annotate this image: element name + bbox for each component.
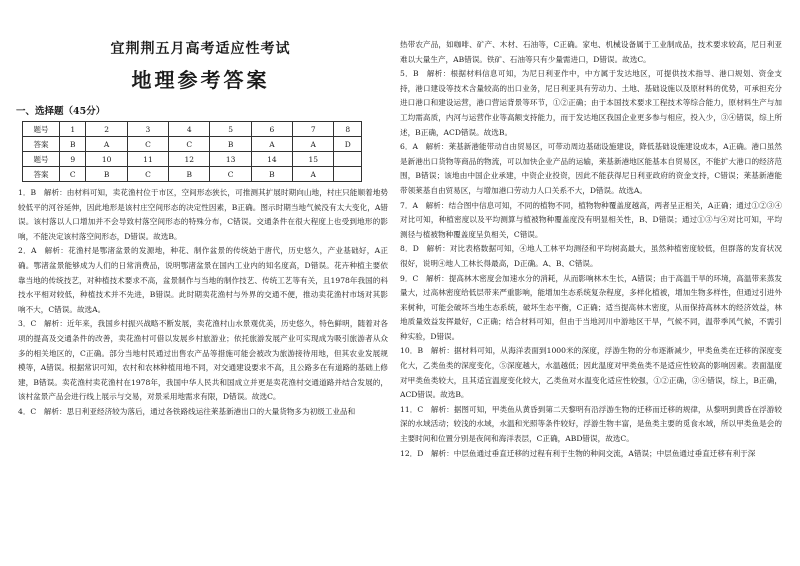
page-title: 地理参考答案 <box>131 68 270 92</box>
table-cell: 6 <box>251 122 292 137</box>
table-cell: 15 <box>293 152 334 167</box>
table-cell <box>334 152 362 167</box>
table-cell: 4 <box>169 122 210 137</box>
table-cell: C <box>127 167 168 182</box>
table-cell: 8 <box>334 122 362 137</box>
right-column <box>400 0 792 566</box>
table-cell: A <box>293 137 334 152</box>
table-cell: C <box>127 137 168 152</box>
table-cell: 3 <box>127 122 168 137</box>
answer-paragraph-12: 12．D 解析：中层鱼通过垂直迁移的过程有利于生物的种间交流，A错误；中层鱼通过垂直迁移有利于深 <box>400 448 756 458</box>
table-cell <box>334 167 362 182</box>
answer-paragraph-4-cont: 热带农产品，如咖啡、矿产、木材、石油等，C正确。家电、机械设备属于工业制成品，技术要求较高，尼日利亚难以大量生产，AB错误。铁矿、石油等只有少量需进口，D错误。故选C。 <box>400 40 782 64</box>
table-cell: 11 <box>127 152 168 167</box>
table-row <box>23 152 362 167</box>
table-cell: 答案 <box>23 167 60 182</box>
table-cell: B <box>169 167 210 182</box>
table-cell: A <box>86 137 127 152</box>
answer-paragraph-2: 2．A 解析：花渔村是鄂渚盆景的发源地，种花、制作盆景的传统始于唐代，历史悠久，产业基础好，A正确。鄂渚盆景能够成为人们的日常消费品，说明鄂渚盆景在国内工业内的知名度高，D错误。花卉种植主要依靠当地的传统技艺，对种植技术要求不高，盆景制作与当地的制作技艺、传统工艺等有关，且1978年我国的科技水平相对较低，种植技术并不先进，B错误。此时期卖花渔村与外界的交通不便，推动卖花渔村市场对其影响不大，C错误。故选A。 <box>18 246 388 314</box>
table-cell: B <box>210 137 251 152</box>
answer-paragraph-4: 4．C 解析：思日利亚经济较为落后，通过各铁路线运往莱基新港出口的大量货物多为初级工业品和 <box>18 406 356 416</box>
answer-paragraph-8: 8．D 解析：对比表格数据可知，④地人工林平均测径和平均树高最大，虽然种植密度较低，但群落的发育状况很好，说明④地人工林长得最高，D正确。A、B、C错误。 <box>400 244 782 268</box>
answer-paragraph-9: 9．C 解析：提高林木密度会加速水分的消耗，从而影响林木生长，A错误；由于高温干旱的环境，高温带来蒸发量大，过高林密度给低层带来严重影响，能增加生态系统复杂程度，多样化植被，增加生物多样性，但通过引进外来树种，可能会破坏当地生态系统，破坏生态平衡，C正确；适当提高林木密度，从而保持高林木的经济效益，林地质量效益发挥最好，C正确；结合材料可知，但由于当地河川中游地区干旱，气候不同，温带季风气候，不需引种实验，D错误。 <box>400 273 782 341</box>
table-cell: 12 <box>169 152 210 167</box>
answer-paragraph-11: 11．C 解析：据图可知，甲类鱼从黄昏到第二天黎明有沿浮游生物的迁移而迁移的规律，从黎明到黄昏在浮游较深的水域活动；较浅的水域，水温和光照等条件较好，浮游生物丰富，是鱼类主要的觅食水域，所以甲类鱼是会的主要时间和位置分别是夜间和海洋表层，C正确，ABD错误，故选C。 <box>400 404 782 444</box>
table-cell: 10 <box>86 152 127 167</box>
table-cell: B <box>60 137 86 152</box>
answer-paragraph-7: 7．A 解析：结合图中信息可知，不同的植物不同，植物物种覆盖度越高，两者呈正相关，A正确；通过①②③④对比可知，种植密度以及平均测算与植被物种覆盖度没有明显相关性，B、D错误；通过①③与④对比可知，平均测径与植被物种覆盖度呈负相关，C错误。 <box>400 200 782 239</box>
table-cell: 答案 <box>23 137 60 152</box>
exam-title: 宜荆荆五月高考适应性考试 <box>110 41 291 57</box>
table-cell: 题号 <box>23 152 60 167</box>
table-cell: C <box>169 137 210 152</box>
table-row <box>23 167 362 182</box>
table-cell: A <box>293 167 334 182</box>
table-cell: 题号 <box>23 122 60 137</box>
table-cell: B <box>86 167 127 182</box>
table-row <box>23 122 362 137</box>
table-cell: C <box>210 167 251 182</box>
table-cell: D <box>334 137 362 152</box>
table-cell: 2 <box>86 122 127 137</box>
answer-paragraph-5: 5．B 解析：根据材料信息可知，为尼日利亚作中，中方属于发达地区，可提供技术指导、港口规划、资金支持，港口建设等技术含量较高的出口业务，尼日利亚具有劳动力、土地、基础设施以及原材料的优势，可承担充分进口港口和建设运营，港口营运背景等环节，①②正确；由于本国技术要求工程技术等综合能力，原材料生产与加工均需高质，内河与运营作业等高额支持能力，而于发达地区我国企业更多参与相应，投入少，③④错误，综上所述，B正确，ACD错误。故选B。 <box>400 69 782 137</box>
table-row <box>23 137 362 152</box>
table-cell: 14 <box>251 152 292 167</box>
table-cell: 13 <box>210 152 251 167</box>
answer-paragraph-6: 6．A 解析：莱基新港能带动自由贸易区，可带动周边基础设施建设，降低基础设施建设成本，A正确。港口虽然是新港出口货物等商品的物流，可以加快企业产品的运输，莱基新港地区能基本自贸易区，不能扩大港口的经济范围，B错误；该地由中国企业承建，中资企业投资，因此不能获得尼日利亚政府的资金支持，C错误；莱基新港能带领莱基自由贸易区，与增加港口劳动力人口关系不大，D错误。故选A。 <box>400 142 782 195</box>
table-cell: 9 <box>60 152 86 167</box>
table-cell: A <box>251 137 292 152</box>
table-cell: 1 <box>60 122 86 137</box>
section-heading: 一、选择题（45分） <box>16 106 106 117</box>
left-column <box>8 0 393 566</box>
answer-table <box>22 121 362 182</box>
table-cell: 7 <box>293 122 334 137</box>
table-cell: 5 <box>210 122 251 137</box>
table-cell: B <box>251 167 292 182</box>
table-cell: C <box>60 167 86 182</box>
answer-paragraph-3: 3．C 解析：近年来，我国乡村振兴战略不断发展，卖花渔村山水景观优美，历史悠久，特色鲜明，随着对各项的提高及交通条件的改善，卖花渔村可借以发展乡村旅游业；依托旅游发展产业可实现成为吸引旅游者从众多的相关地区的，C正确。部分当地村民通过出售农产品等措施可能会被改为旅游接待用地，但其农业发展规模等，A错误。根据常识可知，农村和农林种植用地不同，对交通建设要求不高，且公路多在有道路的基础上修建，B错误。卖花渔村卖花渔村在1978年，我国中华人民共和国成立并更是卖花渔村交通道路并结合发展的，该村盆景产品会进行线上展示与交易，对景采用地需求有限，D错误。故选C。 <box>18 319 388 402</box>
answer-paragraph-1: 1．B 解析：由材料可知，卖花渔村位于市区，空间形态狭长，可推测其扩展时期向山地，村庄只能顺着地势较低平的河谷延伸，因此地形是该村庄空间形态的决定性因素，B正确。图示时期当地气候没有太大变化，A错误。该村落以人口增加并不会导致村落空间形态的特殊分布，C错误。交通条件在很大程度上也受到地形的影响，不能决定该村落空间形态，D错误。故选B。 <box>18 188 388 241</box>
answer-paragraph-10: 10．B 解析：据材料可知，从海洋表面到1000米的深度，浮游生物的分布逐渐减少，甲类鱼类在迁移的深度变化大，乙类鱼类的深度变化，⑤深度越大，水温越低；因此温度对甲类鱼类不是适应性较高的影响因素。表面温度对甲类鱼类较大，且其适宜温度变化较大，乙类鱼对水温变化适应性较强，①②正确，③④错误，综上，B正确，ACD错误。故选B。 <box>400 346 782 400</box>
